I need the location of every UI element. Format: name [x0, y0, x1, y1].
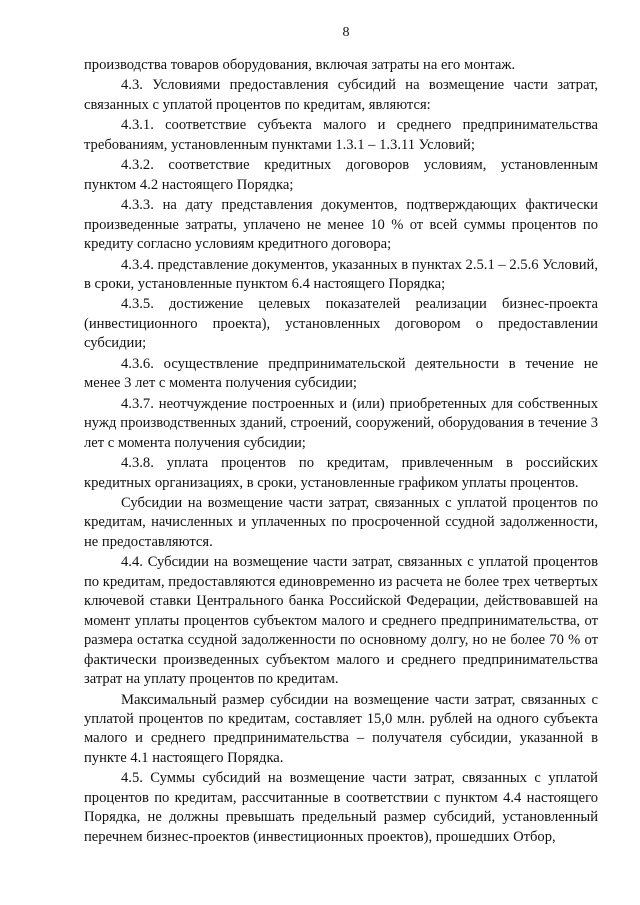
paragraph: 4.3.1. соответствие субъекта малого и среднего предпринимательства требованиям, установленным пунктами 1.3.1 – 1.3.11 Условий;: [84, 117, 598, 153]
paragraph: 4.3. Условиями предоставления субсидий на возмещение части затрат, связанных с уплатой процентов по кредитам, являются:: [84, 77, 598, 113]
document-body: [84, 56, 598, 847]
paragraph: Субсидии на возмещение части затрат, связанных с уплатой процентов по кредитам, начисленных и уплаченных по просроченной ссудной задолженности, не предоставляются.: [84, 494, 598, 550]
paragraph: 4.3.3. на дату представления документов, подтверждающих фактически произведенные затраты, уплачено не менее 10 % от всей суммы процентов по кредиту согласно условиям кредитного договора;: [84, 197, 598, 253]
page-number: 8: [342, 25, 350, 40]
paragraph: 4.3.4. представление документов, указанных в пунктах 2.5.1 – 2.5.6 Условий, в сроки, установленные пунктом 6.4 настоящего Порядка;: [84, 256, 598, 292]
paragraph: Максимальный размер субсидии на возмещение части затрат, связанных с уплатой процентов по кредитам, составляет 15,0 млн. рублей на одного субъекта малого и среднего предпринимательства – получателя субсидии, указанной в пункте 4.1 настоящего Порядка.: [84, 691, 598, 766]
paragraph: 4.3.5. достижение целевых показателей реализации бизнес-проекта (инвестиционного проекта), установленных договором о предоставлении субсидии;: [84, 296, 598, 352]
document-page: [84, 24, 598, 847]
paragraph: производства товаров оборудования, включая затраты на его монтаж.: [84, 57, 516, 73]
paragraph: 4.3.7. неотчуждение построенных и (или) приобретенных для собственных нужд производственных зданий, строений, сооружений, оборудования в течение 3 лет с момента получения субсидии;: [84, 395, 598, 451]
paragraph: 4.5. Суммы субсидий на возмещение части затрат, связанных с уплатой процентов по кредитам, рассчитанные в соответствии с пунктом 4.4 настоящего Порядка, не должны превышать предельный размер субсидий, установленный перечнем бизнес-проектов (инвестиционных проектов), прошедших Отбор,: [84, 770, 598, 845]
paragraph: 4.3.8. уплата процентов по кредитам, привлеченным в российских кредитных организациях, в сроки, установленные графиком уплаты процентов.: [84, 455, 598, 491]
paragraph: 4.4. Субсидии на возмещение части затрат, связанных с уплатой процентов по кредитам, предоставляются единовременно из расчета не более трех четвертых ключевой ставки Центрального банка Российской Федерации, действовавшей на момент уплаты процентов субъектом малого и среднего предпринимательства, от размера остатка ссудной задолженности по основному долгу, но не более 70 % от фактически произведенных субъектом малого и среднего предпринимательства затрат на уплату процентов по кредитам.: [84, 554, 598, 688]
paragraph: 4.3.2. соответствие кредитных договоров условиям, установленным пунктом 4.2 настоящего Порядка;: [84, 157, 598, 193]
paragraph: 4.3.6. осуществление предпринимательской деятельности в течение не менее 3 лет с момента получения субсидии;: [84, 355, 598, 392]
